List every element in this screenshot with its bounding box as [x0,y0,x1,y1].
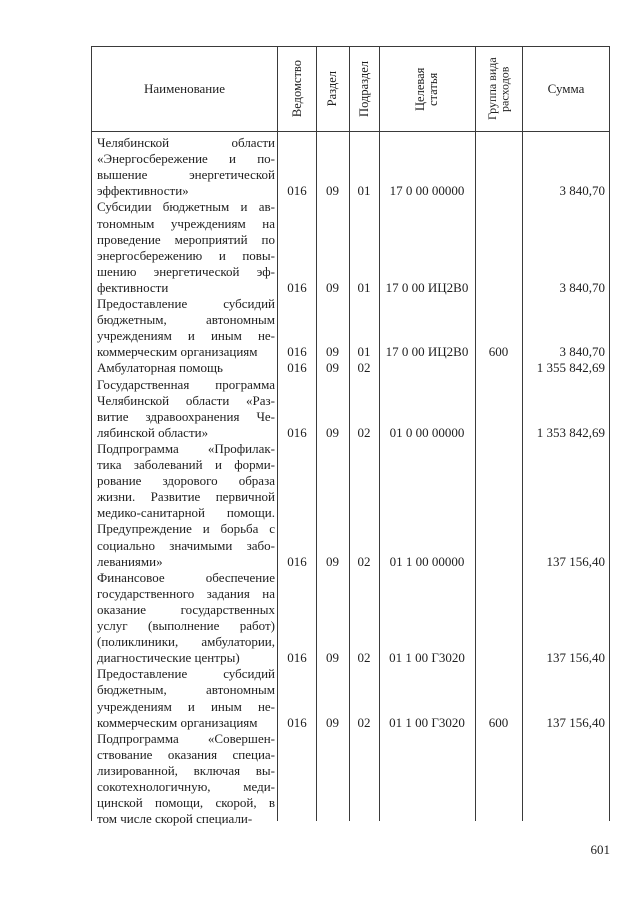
row-raz-cell: 09 [326,183,339,199]
row-ved-cell: 016 [287,279,307,295]
row-name-line: Предоставление субсидий [97,296,275,311]
row-pod-cell: 02 [357,360,371,376]
row-name-line: государственного задания на [97,585,275,601]
header-razdel: Раздел [325,71,339,107]
row-cel-cell: 01 0 00 00000 [389,424,465,440]
row-sum-cell: 1 353 842,69 [536,424,605,440]
row-name-line: учреждениям и иным не- [97,698,275,714]
row-pod-cell: 01 [357,344,371,360]
row-name-line: Предупреждение и борьба с [97,521,275,537]
row-raz-cell: 09 [326,360,339,376]
row-name-line: фективности [97,279,169,295]
row-sum-cell: 3 840,70 [559,344,605,360]
row-raz-cell: 09 [326,553,339,569]
row-cel-cell: 17 0 00 ИЦ2В0 [385,279,469,295]
row-name-line: Подпрограмма «Совершен- [97,730,275,746]
row-ved-cell: 016 [287,183,307,199]
row-name-line: бюджетным, автономным [97,682,275,698]
row-name-line: (поликлиники, амбулатории, [97,634,275,650]
header-podrazdel: Подраздел [356,61,371,117]
row-name-line: Челябинской области [97,135,275,150]
header-vedomstvo: Ведомство [289,60,304,118]
row-sum-cell: 3 840,70 [559,183,605,199]
row-pod-cell: 02 [357,424,371,440]
row-raz-cell: 09 [326,714,339,730]
row-pod-cell: 02 [357,714,371,730]
row-name-line: социально значимыми забо- [97,537,275,553]
table-left-border [91,46,92,821]
row-name-line: леваниями» [97,553,163,569]
row-ved-cell: 016 [287,553,307,569]
row-name-line: Субсидии бюджетным и ав- [97,199,275,215]
row-raz-cell: 09 [326,424,339,440]
row-pod-cell: 02 [357,553,371,569]
row-cel-cell: 17 0 00 ИЦ2В0 [385,344,469,360]
header-summa: Сумма [547,81,585,96]
row-name-line: Амбулаторная помощь [97,360,223,376]
header-celevaya: Целевая статья [413,67,440,111]
row-name-line: бюджетным, автономным [97,312,275,328]
row-name-line: услуг (выполнение работ) [97,618,275,633]
row-name-line: Финансовое обеспечение [97,569,275,585]
header-name: Наименование [144,81,225,96]
row-sum-cell: 137 156,40 [546,714,605,730]
row-name-line: коммерческим организациям [97,344,258,360]
row-cel-cell: 01 1 00 00000 [389,553,465,569]
row-pod-cell: 01 [357,183,371,199]
row-name-line: лизированной, включая вы- [97,762,275,778]
row-name-line: тика заболеваний и форми- [97,457,275,472]
row-name-line: «Энергосбережение и по- [97,151,275,167]
row-sum-cell: 1 355 842,69 [536,360,605,376]
row-sum-cell: 137 156,40 [546,553,605,569]
row-name-line: цинской помощи, скорой, в [97,795,275,811]
row-grp-cell: 600 [488,344,509,360]
row-name-line: Государственная программа [97,376,275,392]
header-bottom-border [91,131,610,132]
row-ved-cell: 016 [287,714,307,730]
row-name-line: шению энергетической эф- [97,263,275,279]
row-ved-cell: 016 [287,360,307,376]
row-pod-cell: 01 [357,279,371,295]
row-name-line: оказание государственных [97,601,275,617]
row-raz-cell: 09 [326,279,339,295]
row-raz-cell: 09 [326,650,339,666]
row-name-line: Челябинской области «Раз- [97,392,275,408]
row-name-line: Подпрограмма «Профилак- [97,440,275,456]
row-sum-cell: 3 840,70 [559,279,605,295]
row-name-line: рование здорового образа [97,473,275,489]
row-name-line: энергосбережению и повы- [97,247,275,263]
row-name-line: Предоставление субсидий [97,666,275,682]
row-name-line: проведение мероприятий по [97,231,275,247]
row-name-line: учреждениям и иным не- [97,328,275,344]
row-pod-cell: 02 [357,650,371,666]
row-cel-cell: 01 1 00 Г3020 [389,650,465,666]
row-name-line: эффективности» [97,183,189,199]
row-cel-cell: 01 1 00 Г3020 [389,714,465,730]
row-name-line: жизни. Развитие первичной [97,489,275,505]
row-name-line: диагностические центры) [97,650,240,666]
row-grp-cell: 600 [488,714,509,730]
row-name-line: медико-санитарной помощи. [97,505,275,521]
col-divider-celevaya [475,46,476,821]
table-right-border [609,46,610,821]
row-name-line: вышение энергетической [97,167,275,183]
row-name-line: лябинской области» [97,424,209,440]
row-cel-cell: 17 0 00 00000 [389,183,465,199]
row-name-line: витие здравоохранения Че- [97,408,275,424]
row-name-line: тономным учреждениям на [97,215,275,231]
row-sum-cell: 137 156,40 [546,650,605,666]
row-name-line: сокотехнологичную, меди- [97,779,275,794]
row-name-line: коммерческим организациям [97,714,258,730]
row-name-line: том числе скорой специали- [97,811,253,827]
page-number: 601 [590,842,610,857]
header-gruppa: Группа вида расходов [485,57,512,121]
row-ved-cell: 016 [287,344,307,360]
row-ved-cell: 016 [287,650,307,666]
row-name-line: ствование оказания специа- [97,746,275,762]
row-raz-cell: 09 [326,344,339,360]
row-ved-cell: 016 [287,424,307,440]
